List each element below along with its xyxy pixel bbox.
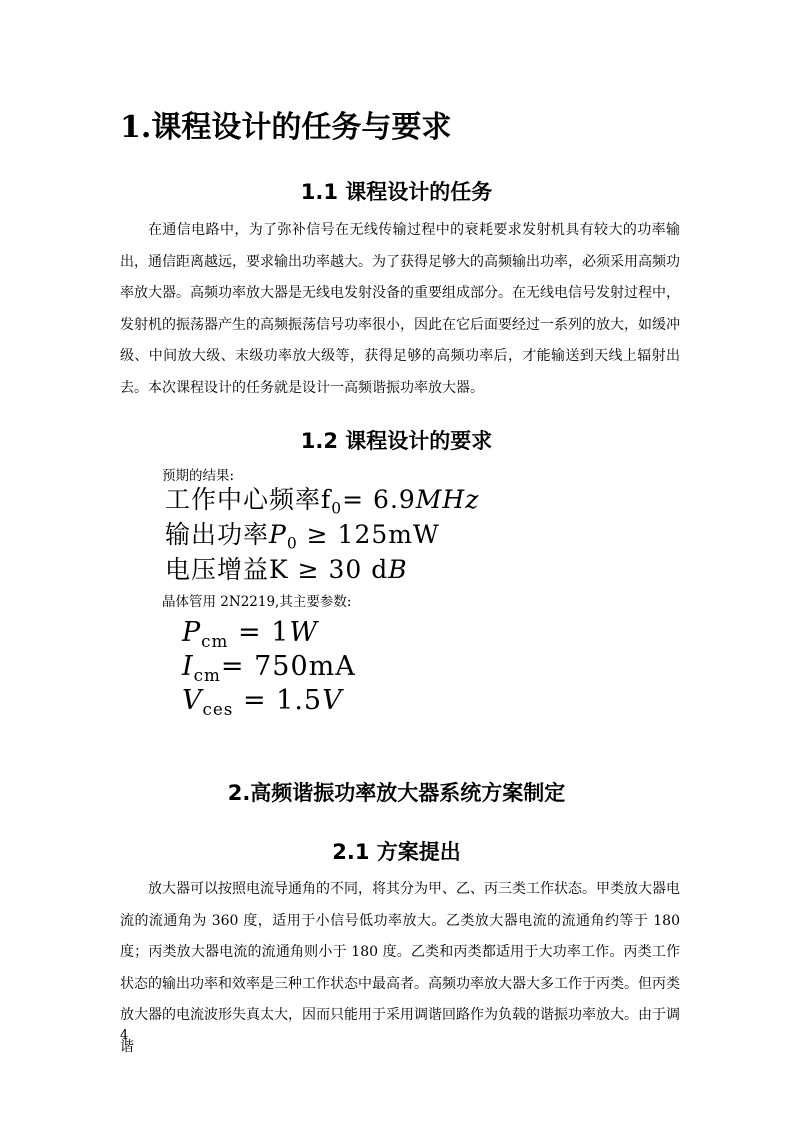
section-1-1-title: 1.1 课程设计的任务 — [300, 180, 493, 204]
param-vces-sub: ces — [202, 698, 234, 719]
param-vces — [182, 685, 343, 719]
section-1-1-paragraph — [120, 215, 680, 405]
requirement-frequency — [165, 480, 479, 517]
section-2-1-title: 2.1 方案提出 — [332, 840, 461, 864]
paragraph-text: 在通信电路中，为了弥补信号在无线传输过程中的衰耗要求发射机具有较大的功率输出，通信距离越远，要求输出功率越大。为了获得足够大的高频输出功率，必须采用高频功率放大器。高频功率放大器是无线电发射没备的重要组成部分。在无线电信号发射过程中，发射机的振荡器产生的高频振荡信号功率很小，因此在它后面要经过一系列的放大，如缓冲级、中间放大级、末级功率放大级等，获得足够的高频功率后，才能输送到天线上辐射出去。本次课程设计的任务就是设计一高频谐振功率放大器。 — [120, 222, 680, 396]
section-2-title: 2.高频谐振功率放大器系统方案制定 — [227, 781, 566, 805]
req-power-sym: P — [269, 520, 287, 549]
param-vces-value: = 1.5 — [233, 685, 323, 716]
section-2-1-paragraph — [120, 874, 680, 1064]
param-vces-unit: V — [322, 685, 343, 716]
param-pcm — [182, 617, 318, 651]
param-icm-sub: cm — [193, 664, 221, 685]
param-pcm-sub: cm — [201, 630, 229, 651]
param-pcm-sym: P — [182, 617, 202, 648]
transistor-label: 晶体管用 2N2219,其主要参数: — [162, 594, 352, 610]
param-pcm-unit: W — [289, 617, 319, 648]
req-frequency-value: = 6.9 — [342, 485, 416, 514]
expected-results-label: 预期的结果: — [162, 468, 235, 484]
req-power-sub: 0 — [286, 534, 298, 553]
page-number: 4 — [120, 1028, 129, 1043]
param-pcm-value: = 1 — [228, 617, 290, 648]
section-1-title: 1.课程设计的任务与要求 — [120, 110, 452, 145]
req-frequency-unit: MHz — [415, 485, 480, 514]
requirement-gain — [165, 550, 408, 586]
section-1-2-title: 1.2 课程设计的要求 — [300, 429, 493, 453]
param-icm-value: = 750mA — [220, 651, 356, 682]
req-power-value: ≥ 125mW — [297, 520, 440, 549]
req-gain-text: 电压增益K ≥ 30 d — [165, 555, 389, 584]
param-icm-sym: I — [182, 651, 194, 682]
paragraph-text: 放大器可以按照电流导通角的不同，将其分为甲、乙、丙三类工作状态。甲类放大器电流的流通角为 360 度，适用于小信号低功率放大。乙类放大器电流的流通角约等于 180 度；丙类放大器电流的流通角则小于 180 度。乙类和丙类都适用于大功率工作。丙类工作状态的输出功率和效率是三种工作状态中最高者。高频功率放大器大多工作于丙类。但丙类放大器的电流波形失真太大，因而只能用于采用调谐回路作为负载的谐振功率放大。由于调谐 — [120, 881, 680, 1055]
req-power-text: 输出功率 — [165, 520, 270, 549]
requirement-power — [165, 515, 440, 552]
req-gain-unit: B — [388, 555, 408, 584]
req-frequency-text: 工作中心频率f — [165, 485, 332, 514]
req-frequency-sub: 0 — [331, 499, 343, 518]
param-vces-sym: V — [182, 685, 203, 716]
param-icm — [182, 651, 356, 685]
